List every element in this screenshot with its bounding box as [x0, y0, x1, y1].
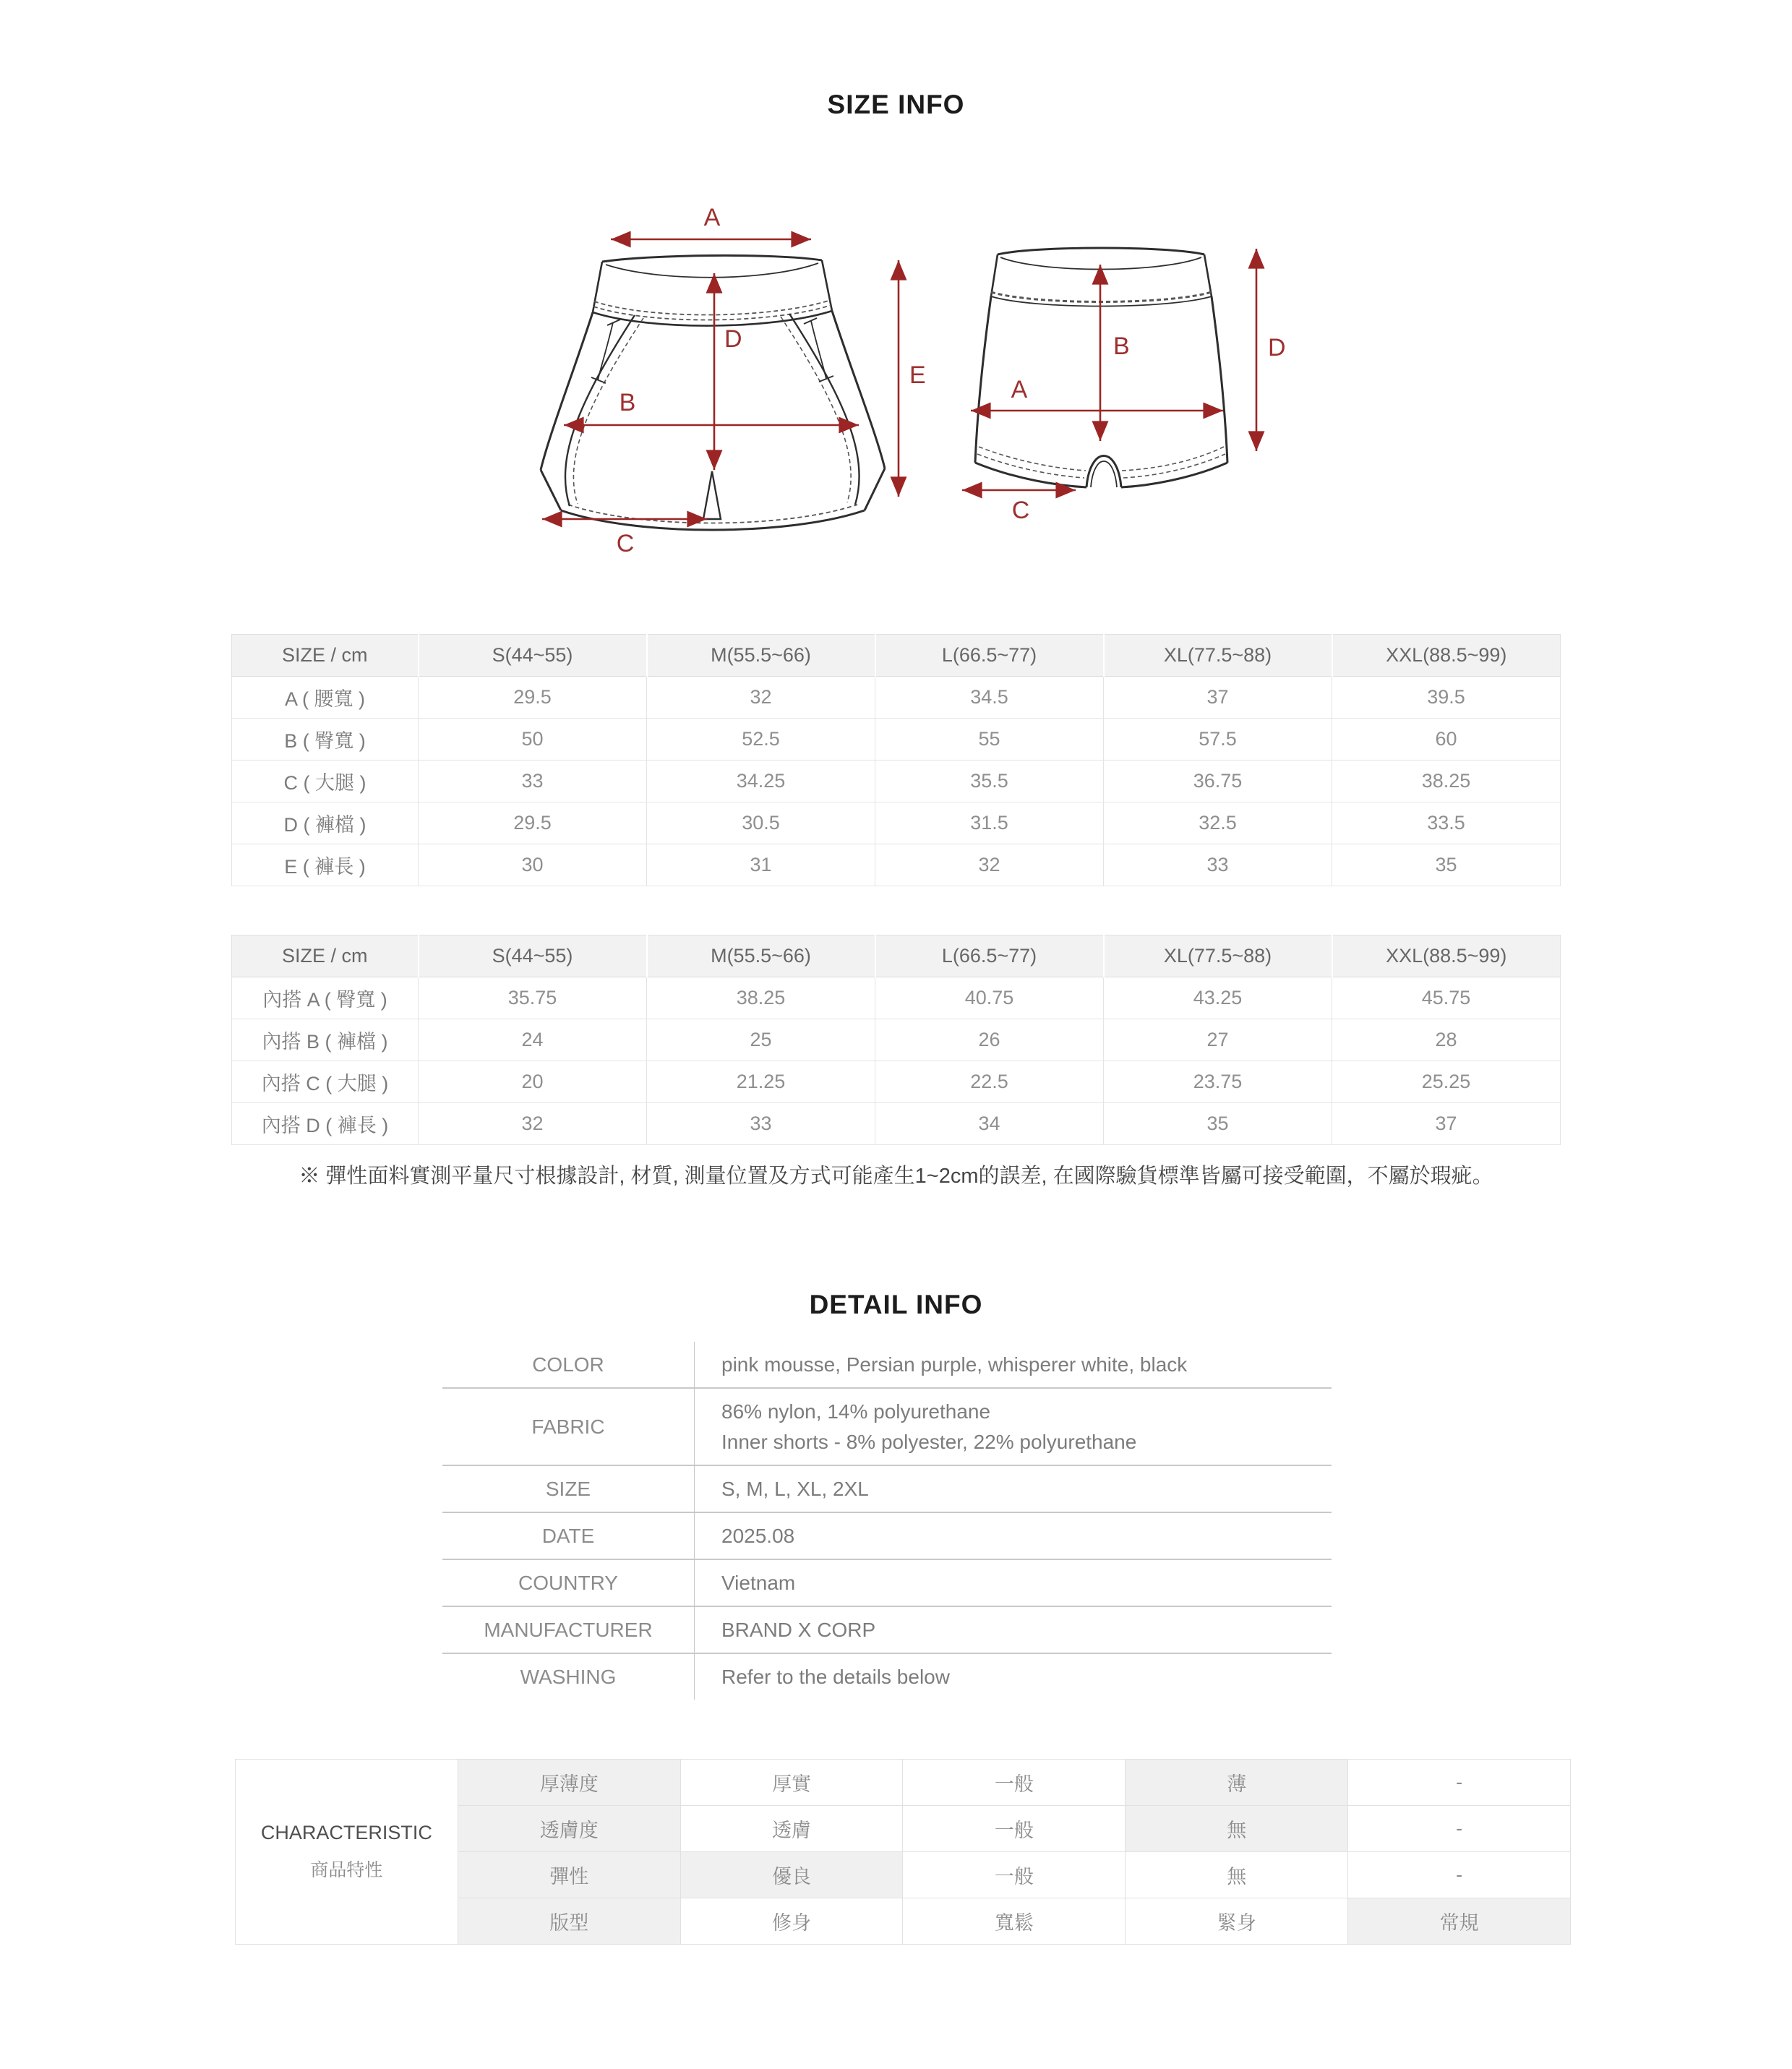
page-title: SIZE INFO: [827, 90, 965, 119]
row-label-cell: 內搭 A ( 臀寬 ): [232, 977, 419, 1019]
size-value-cell: 32: [875, 844, 1104, 886]
size-table-header-cell: S(44~55): [419, 635, 647, 677]
detail-info-title: DETAIL INFO: [809, 1290, 983, 1319]
characteristic-option-cell: 厚實: [680, 1760, 903, 1806]
detail-label: MANUFACTURER: [484, 1618, 653, 1641]
characteristic-option-cell: 一般: [903, 1760, 1126, 1806]
size-value-cell: 31.5: [875, 802, 1104, 844]
size-table-inner: [231, 935, 1561, 1145]
detail-label: FABRIC: [531, 1415, 605, 1438]
back-label-a: A: [1011, 376, 1028, 403]
detail-value: 2025.08: [721, 1524, 795, 1547]
detail-label: SIZE: [545, 1477, 591, 1500]
size-table-header-cell: XXL(88.5~99): [1332, 935, 1561, 977]
front-label-c: C: [616, 530, 635, 557]
size-value-cell: 20: [419, 1061, 647, 1103]
size-value-cell: 52.5: [647, 719, 875, 761]
detail-info-table: [442, 1342, 1332, 1700]
size-table-row: [232, 761, 1561, 802]
characteristic-option-cell: -: [1348, 1852, 1571, 1898]
back-shorts-outline: [975, 248, 1227, 487]
size-table-header-row: [232, 935, 1561, 977]
size-value-cell: 31: [647, 844, 875, 886]
detail-value: pink mousse, Persian purple, whisperer white, black: [721, 1353, 1188, 1376]
detail-row-size: [442, 1466, 1332, 1513]
characteristic-option-cell: -: [1348, 1760, 1571, 1806]
detail-value: S, M, L, XL, 2XL: [721, 1477, 869, 1500]
characteristic-option-cell-selected: 常規: [1348, 1898, 1571, 1945]
size-value-cell: 33: [647, 1103, 875, 1145]
detail-value: BRAND X CORP: [721, 1618, 876, 1641]
size-table-outer: [231, 634, 1561, 886]
characteristic-label-cell: 厚薄度: [458, 1760, 680, 1806]
back-measure-arrows: [962, 249, 1286, 524]
size-table-row: [232, 1019, 1561, 1061]
size-value-cell: 32.5: [1104, 802, 1332, 844]
size-value-cell: 35.5: [875, 761, 1104, 802]
characteristic-label-cell: 透膚度: [458, 1806, 680, 1852]
detail-value: [694, 1397, 1136, 1457]
size-value-cell: 37: [1332, 1103, 1561, 1145]
size-table-header-cell: S(44~55): [419, 935, 647, 977]
front-label-d: D: [724, 325, 742, 353]
size-value-cell: 45.75: [1332, 977, 1561, 1019]
size-table-header-cell: L(66.5~77): [875, 635, 1104, 677]
size-table-row: [232, 677, 1561, 719]
size-value-cell: 34.5: [875, 677, 1104, 719]
size-value-cell: 22.5: [875, 1061, 1104, 1103]
size-table-row: [232, 1103, 1561, 1145]
size-table-header-cell: XL(77.5~88): [1104, 935, 1332, 977]
size-table-header-cell: XL(77.5~88): [1104, 635, 1332, 677]
front-shorts-outline: [541, 255, 885, 530]
size-value-cell: 23.75: [1104, 1061, 1332, 1103]
characteristic-title: CHARACTERISTIC: [260, 1822, 432, 1843]
size-value-cell: 32: [419, 1103, 647, 1145]
size-value-cell: 38.25: [647, 977, 875, 1019]
size-value-cell: 34.25: [647, 761, 875, 802]
characteristic-label-cell: 彈性: [458, 1852, 680, 1898]
size-value-cell: 29.5: [419, 677, 647, 719]
size-value-cell: 25.25: [1332, 1061, 1561, 1103]
size-value-cell: 33: [419, 761, 647, 802]
detail-row-fabric: [442, 1389, 1332, 1466]
row-label-cell: A ( 腰寬 ): [232, 677, 419, 719]
size-value-cell: 26: [875, 1019, 1104, 1061]
size-value-cell: 30: [419, 844, 647, 886]
shorts-measurement-diagram: [434, 181, 1359, 571]
characteristic-option-cell-selected: 薄: [1126, 1760, 1348, 1806]
detail-row-country: [442, 1560, 1332, 1607]
size-value-cell: 32: [647, 677, 875, 719]
size-table-header-cell: M(55.5~66): [647, 935, 875, 977]
row-label-cell: B ( 臀寬 ): [232, 719, 419, 761]
size-table-header-cell: SIZE / cm: [232, 935, 419, 977]
fabric-line-1: 86% nylon, 14% polyurethane: [721, 1400, 991, 1423]
size-table-row: [232, 977, 1561, 1019]
characteristic-label-cell: 版型: [458, 1898, 680, 1945]
characteristic-option-cell: 無: [1126, 1852, 1348, 1898]
row-label-cell: 內搭 C ( 大腿 ): [232, 1061, 419, 1103]
detail-divider: [694, 1342, 695, 1700]
characteristic-option-cell-selected: 優良: [680, 1852, 903, 1898]
detail-row-color: [442, 1342, 1332, 1389]
detail-label: WASHING: [520, 1665, 617, 1688]
size-table-row: [232, 802, 1561, 844]
size-value-cell: 37: [1104, 677, 1332, 719]
characteristic-option-cell: 緊身: [1126, 1898, 1348, 1945]
characteristic-option-cell-selected: 無: [1126, 1806, 1348, 1852]
size-value-cell: 38.25: [1332, 761, 1561, 802]
characteristic-header-cell: [236, 1760, 458, 1945]
characteristic-option-cell: 一般: [903, 1852, 1126, 1898]
size-value-cell: 55: [875, 719, 1104, 761]
back-label-c: C: [1011, 497, 1030, 524]
size-value-cell: 43.25: [1104, 977, 1332, 1019]
size-value-cell: 35: [1332, 844, 1561, 886]
detail-row-washing: [442, 1654, 1332, 1700]
size-value-cell: 57.5: [1104, 719, 1332, 761]
characteristic-option-cell: 一般: [903, 1806, 1126, 1852]
front-label-a: A: [703, 204, 721, 231]
characteristic-row: [236, 1760, 1571, 1806]
detail-label: COLOR: [532, 1353, 604, 1376]
row-label-cell: 內搭 B ( 褲檔 ): [232, 1019, 419, 1061]
characteristic-option-cell: 寬鬆: [903, 1898, 1126, 1945]
detail-value: Vietnam: [721, 1571, 796, 1594]
detail-row-date: [442, 1513, 1332, 1560]
row-label-cell: D ( 褲檔 ): [232, 802, 419, 844]
characteristic-option-cell: 修身: [680, 1898, 903, 1945]
characteristic-subtitle: 商品特性: [310, 1860, 383, 1880]
size-value-cell: 35: [1104, 1103, 1332, 1145]
size-table-header-cell: XXL(88.5~99): [1332, 635, 1561, 677]
size-table-header-cell: L(66.5~77): [875, 935, 1104, 977]
row-label-cell: 內搭 D ( 褲長 ): [232, 1103, 419, 1145]
size-value-cell: 36.75: [1104, 761, 1332, 802]
size-value-cell: 39.5: [1332, 677, 1561, 719]
back-label-d: D: [1268, 334, 1286, 361]
size-value-cell: 33.5: [1332, 802, 1561, 844]
front-label-b: B: [619, 389, 636, 416]
size-table-row: [232, 844, 1561, 886]
characteristic-option-cell: -: [1348, 1806, 1571, 1852]
size-value-cell: 40.75: [875, 977, 1104, 1019]
size-table-header-cell: SIZE / cm: [232, 635, 419, 677]
row-label-cell: C ( 大腿 ): [232, 761, 419, 802]
size-value-cell: 30.5: [647, 802, 875, 844]
back-label-b: B: [1113, 333, 1130, 360]
size-value-cell: 60: [1332, 719, 1561, 761]
size-table-row: [232, 1061, 1561, 1103]
detail-label: DATE: [541, 1524, 595, 1547]
detail-label: COUNTRY: [518, 1571, 618, 1594]
tolerance-note: ※ 彈性面料實測平量尺寸根據設計, 材質, 測量位置及方式可能產生1~2cm的誤差, 在國際驗貨標準皆屬可接受範圍，不屬於瑕疵。: [299, 1165, 1493, 1188]
front-label-e: E: [909, 361, 926, 389]
size-value-cell: 50: [419, 719, 647, 761]
characteristic-option-cell: 透膚: [680, 1806, 903, 1852]
size-value-cell: 33: [1104, 844, 1332, 886]
fabric-line-2: Inner shorts - 8% polyester, 22% polyurethane: [721, 1430, 1137, 1453]
detail-row-manufacturer: [442, 1607, 1332, 1654]
size-value-cell: 35.75: [419, 977, 647, 1019]
size-value-cell: 27: [1104, 1019, 1332, 1061]
size-value-cell: 28: [1332, 1019, 1561, 1061]
detail-value: Refer to the details below: [721, 1665, 950, 1688]
size-value-cell: 25: [647, 1019, 875, 1061]
size-table-header-cell: M(55.5~66): [647, 635, 875, 677]
size-table-header-row: [232, 635, 1561, 677]
row-label-cell: E ( 褲長 ): [232, 844, 419, 886]
size-table-row: [232, 719, 1561, 761]
size-value-cell: 34: [875, 1103, 1104, 1145]
size-value-cell: 21.25: [647, 1061, 875, 1103]
size-value-cell: 29.5: [419, 802, 647, 844]
characteristic-table: [235, 1759, 1571, 1945]
size-value-cell: 24: [419, 1019, 647, 1061]
